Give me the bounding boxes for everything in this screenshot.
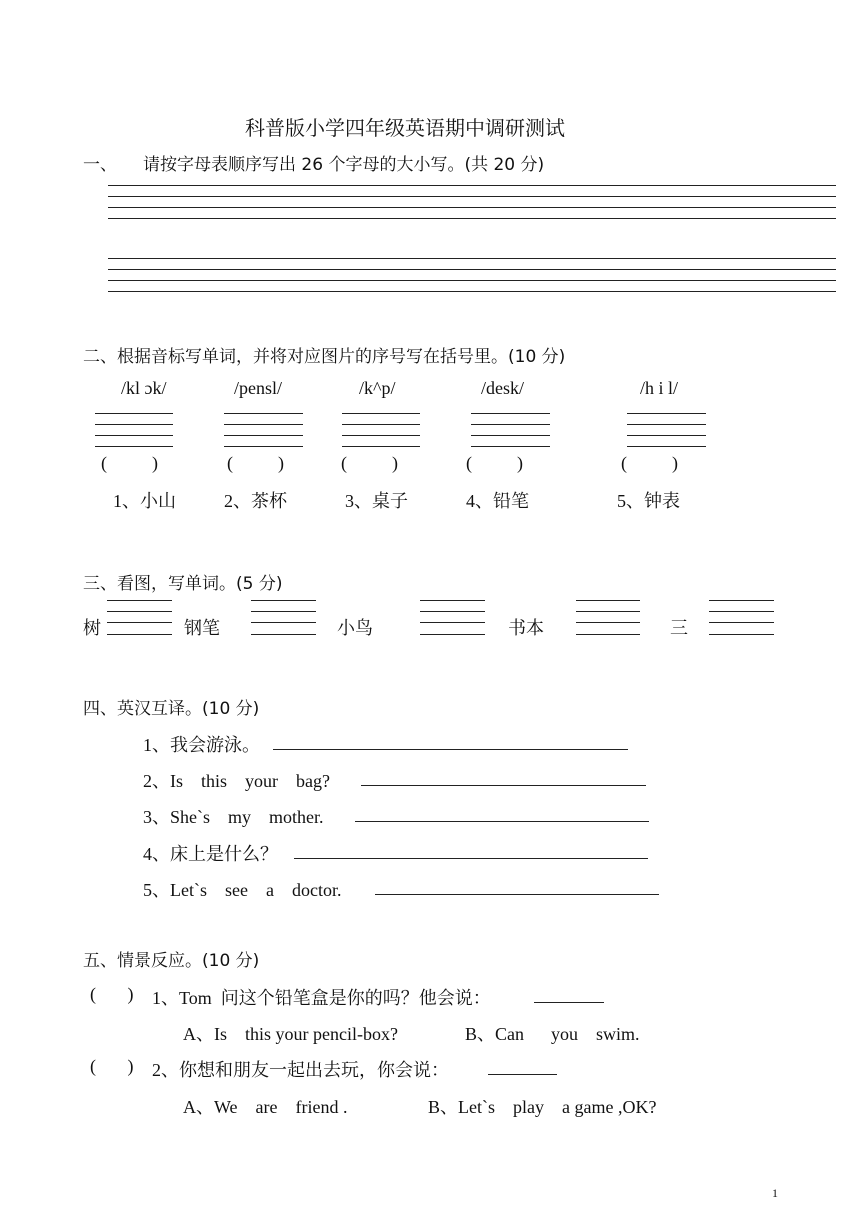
section-1-number: 一、 (83, 155, 117, 175)
answer-bracket-4[interactable]: ( ) (466, 453, 523, 473)
picture-label-1: 1、小山 (113, 491, 176, 511)
response-1-option-a: A、Is this your pencil-box? (183, 1024, 398, 1044)
picture-label-3: 3、桌子 (345, 491, 408, 511)
translation-answer-line-1[interactable] (273, 749, 628, 750)
answer-bracket-2[interactable]: ( ) (227, 453, 284, 473)
response-2-option-a: A、We are friend . (183, 1097, 348, 1117)
translation-item-1: 1、我会游泳。 (143, 735, 260, 755)
response-question-1: 1、Tom 问这个铅笔盒是你的吗？他会说： (152, 988, 491, 1008)
section-4-heading: 四、英汉互译。(10 分) (83, 699, 260, 719)
phonetic-1: /kl ɔk/ (121, 378, 167, 398)
response-blank-2[interactable] (488, 1074, 557, 1075)
response-blank-1[interactable] (534, 1002, 604, 1003)
response-question-2: 2、你想和朋友一起出去玩，你会说： (152, 1060, 449, 1080)
phonetic-5: /h i l/ (640, 378, 679, 398)
response-2-option-b: B、Let`s play a game ,OK? (428, 1097, 657, 1117)
translation-item-3: 3、She`s my mother. (143, 807, 324, 827)
translation-item-2: 2、Is this your bag? (143, 771, 330, 791)
answer-bracket-1[interactable]: ( ) (101, 453, 158, 473)
response-bracket-1[interactable]: ( ) (90, 984, 134, 1004)
picture-word-book: 书本 (508, 618, 544, 638)
translation-answer-line-2[interactable] (361, 785, 646, 786)
picture-word-bird: 小鸟 (337, 618, 373, 638)
translation-item-4: 4、床上是什么？ (143, 844, 278, 864)
picture-word-three: 三 (670, 618, 688, 638)
section-1-heading: 请按字母表顺序写出 26 个字母的大小写。(共 20 分) (143, 155, 545, 175)
phonetic-2: /pensl/ (234, 378, 282, 398)
picture-word-pen: 钢笔 (184, 618, 220, 638)
picture-label-4: 4、铅笔 (466, 491, 529, 511)
translation-answer-line-5[interactable] (375, 894, 659, 895)
translation-item-5: 5、Let`s see a doctor. (143, 880, 342, 900)
answer-bracket-3[interactable]: ( ) (341, 453, 398, 473)
picture-label-2: 2、茶杯 (224, 491, 287, 511)
answer-bracket-5[interactable]: ( ) (621, 453, 678, 473)
page-title: 科普版小学四年级英语期中调研测试 (245, 116, 565, 140)
translation-answer-line-4[interactable] (294, 858, 648, 859)
section-3-heading: 三、看图，写单词。(5 分) (83, 574, 283, 594)
section-2-heading: 二、根据音标写单词，并将对应图片的序号写在括号里。(10 分) (83, 347, 566, 367)
translation-answer-line-3[interactable] (355, 821, 649, 822)
section-5-heading: 五、情景反应。(10 分) (83, 951, 260, 971)
phonetic-3: /k^p/ (359, 378, 396, 398)
picture-label-5: 5、钟表 (617, 491, 680, 511)
response-1-option-b: B、Can you swim. (465, 1024, 640, 1044)
page-number: 1 (772, 1186, 778, 1200)
picture-word-tree: 树 (83, 618, 101, 638)
response-bracket-2[interactable]: ( ) (90, 1056, 134, 1076)
phonetic-4: /desk/ (481, 378, 524, 398)
